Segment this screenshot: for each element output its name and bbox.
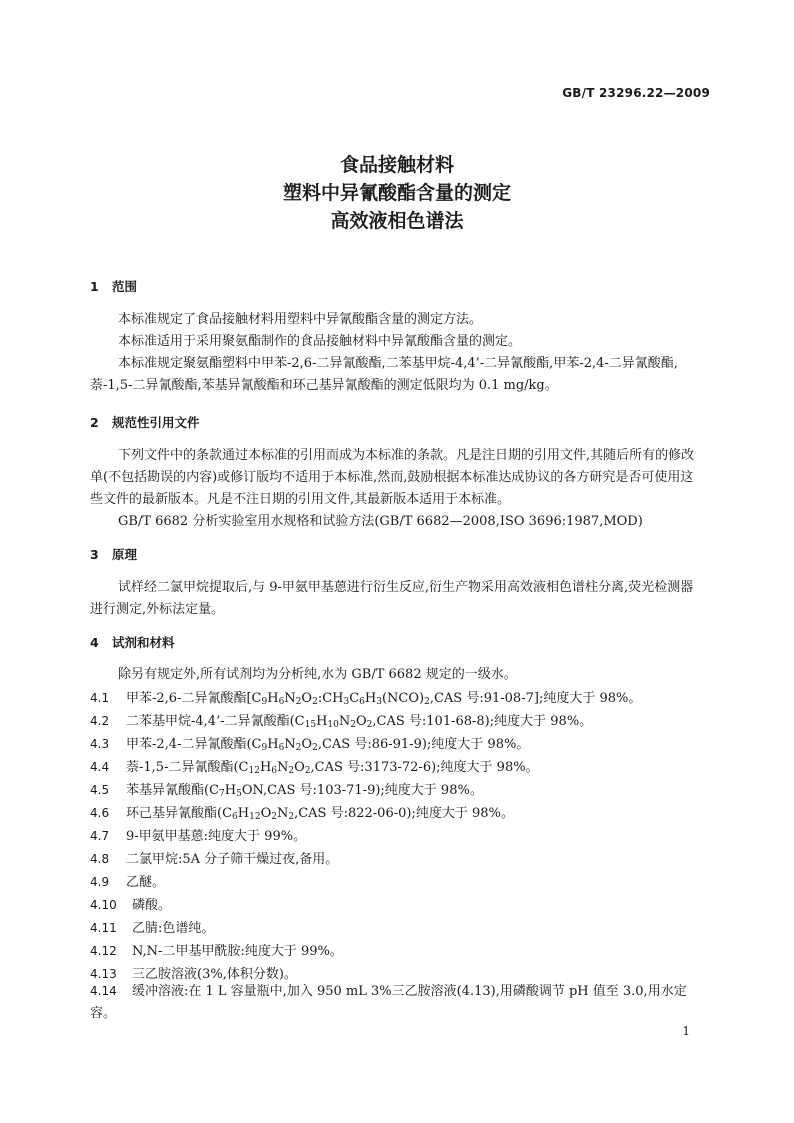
item-text: O — [355, 714, 367, 729]
item-number: 4.13 — [90, 967, 117, 981]
item-number: 4.14 — [90, 984, 117, 998]
item-text: ON,CAS 号:103-71-9);纯度大于 98%。 — [241, 783, 483, 798]
item-text: O — [301, 737, 313, 752]
item-text: 苯基异氰酸酯(C — [126, 783, 220, 798]
paragraph: 试样经二氯甲烷提取后,与 9-甲氨甲基蒽进行衍生反应,衍生产物采用高效液相色谱柱分离,荧光检测器进行测定,外标法定量。 — [90, 580, 694, 617]
title-line-1: 食品接触材料 — [339, 154, 454, 176]
item-text: O — [294, 760, 305, 775]
subscript: 12 — [249, 812, 261, 822]
list-item — [90, 871, 165, 890]
item-number: 4.12 — [90, 944, 117, 958]
item-text: 二氯甲烷:5A 分子筛干燥过夜,备用。 — [126, 852, 339, 867]
title-line-3: 高效液相色谱法 — [330, 210, 464, 232]
list-item — [90, 710, 592, 729]
document-title — [0, 151, 794, 235]
item-text: N,N-二甲基甲酰胺:纯度大于 99%。 — [132, 944, 343, 959]
item-text: ,CAS 号:3173-72-6);纯度大于 98%。 — [310, 760, 539, 775]
item-number: 4.5 — [90, 783, 110, 797]
item-text: 乙醚。 — [126, 875, 166, 890]
subscript: 2 — [304, 766, 311, 776]
subscript: 2 — [295, 697, 302, 707]
item-number: 4.4 — [90, 760, 110, 774]
section-number: 3 — [90, 547, 99, 562]
subscript: 15 — [304, 720, 317, 730]
subscript: 12 — [248, 766, 260, 776]
list-item — [90, 687, 641, 706]
list-item — [90, 940, 343, 959]
subscript: 2 — [312, 743, 318, 753]
item-text: 甲苯-2,4-二异氰酸酯(C — [126, 737, 262, 752]
list-item — [90, 802, 514, 821]
subscript: 2 — [350, 720, 356, 730]
subscript: 2 — [288, 766, 295, 776]
item-text: H — [259, 760, 272, 775]
item-text: (NCO) — [381, 691, 425, 706]
list-item — [90, 756, 539, 775]
subscript: 2 — [288, 812, 295, 822]
item-text: :CH — [317, 691, 344, 706]
item-number: 4.8 — [90, 852, 110, 866]
subscript: 3 — [343, 697, 350, 707]
item-text: N — [277, 760, 289, 775]
subscript: 6 — [278, 743, 285, 753]
item-text: H — [364, 691, 377, 706]
list-item — [90, 733, 529, 752]
item-text: N — [276, 806, 289, 821]
paragraph: 本标准适用于采用聚氨酯制作的食品接触材料中异氰酸酯含量的测定。 — [118, 334, 522, 349]
item-text: 环己基异氰酸酯(C — [126, 806, 233, 821]
item-text: 三乙胺溶液(3%,体积分数)。 — [132, 967, 297, 982]
section-title: 试剂和材料 — [112, 635, 175, 650]
item-text: ,CAS 号:86-91-9);纯度大于 98%。 — [317, 737, 530, 752]
item-text: 二苯基甲烷-4,4’-二异氰酸酯(C — [126, 714, 305, 729]
item-number: 4.9 — [90, 875, 110, 889]
item-text: ,CAS 号:91-08-7];纯度大于 98%。 — [429, 691, 642, 706]
item-text: N — [284, 691, 296, 706]
item-text: H — [224, 783, 237, 798]
item-text: C — [349, 691, 360, 706]
item-text: 缓冲溶液:在 1 L 容量瓶中,加入 950 mL 3%三乙胺溶液(4.13),用磷酸调节 pH 值至 3.0,用水定容。 — [90, 984, 687, 1021]
page-number: 1 — [682, 1024, 690, 1038]
subscript: 10 — [327, 720, 339, 730]
list-item — [90, 980, 706, 1025]
paragraph: 除另有规定外,所有试剂均为分析纯,水为 GB/T 6682 规定的一级水。 — [118, 667, 517, 682]
subscript: 9 — [261, 697, 268, 707]
subscript: 2 — [295, 743, 302, 753]
item-text: H — [237, 806, 250, 821]
subscript: 2 — [424, 697, 430, 707]
standard-number: GB/T 23296.22—2009 — [562, 86, 710, 100]
subscript: 9 — [261, 743, 268, 753]
section-number: 4 — [90, 635, 99, 650]
item-text: 乙腈:色谱纯。 — [132, 921, 215, 936]
subscript: 6 — [278, 697, 285, 707]
list-item — [90, 779, 483, 798]
item-text: ,CAS 号:101-68-8);纯度大于 98%。 — [372, 714, 593, 729]
list-item — [90, 848, 338, 867]
item-text: N — [338, 714, 351, 729]
subscript: 7 — [219, 789, 225, 799]
paragraph: 本标准规定聚氨酯塑料中甲苯-2,6-二异氰酸酯,二苯基甲烷-4,4’-二异氰酸酯,甲苯-2,4-二异氰酸酯,萘-1,5-二异氰酸酯,苯基异氰酸酯和环己基异氰酸酯的测定低限均为 0.1 mg/kg。 — [90, 356, 678, 393]
subscript: 6 — [271, 766, 278, 776]
item-number: 4.10 — [90, 898, 117, 912]
item-number: 4.11 — [90, 921, 117, 935]
subscript: 6 — [359, 697, 365, 707]
item-number: 4.3 — [90, 737, 110, 751]
title-line-2: 塑料中异氰酸酯含量的测定 — [282, 182, 511, 204]
subscript: 6 — [232, 812, 238, 822]
reference-entry: GB/T 6682 分析实验室用水规格和试验方法(GB/T 6682—2008,ISO 3696:1987,MOD) — [118, 514, 643, 529]
item-number: 4.6 — [90, 806, 110, 820]
item-number: 4.7 — [90, 829, 110, 843]
item-text: H — [316, 714, 328, 729]
section-heading-principle — [90, 545, 137, 563]
item-text: 萘-1,5-二异氰酸酯(C — [126, 760, 249, 775]
item-text: H — [267, 737, 279, 752]
section-heading-scope — [90, 277, 137, 295]
section-number: 2 — [90, 415, 99, 430]
item-text: ,CAS 号:822-06-0);纯度大于 98%。 — [294, 806, 514, 821]
list-item — [90, 825, 306, 844]
item-text: O — [260, 806, 272, 821]
subscript: 2 — [271, 812, 277, 822]
section-heading-reagents — [90, 633, 175, 651]
section-title: 范围 — [112, 279, 138, 294]
paragraph: 本标准规定了食品接触材料用塑料中异氰酸酯含量的测定方法。 — [118, 312, 483, 327]
subscript: 3 — [376, 697, 382, 707]
subscript: 2 — [312, 697, 318, 707]
paragraph: 下列文件中的条款通过本标准的引用而成为本标准的条款。凡是注日期的引用文件,其随后所有的修改单(不包括勘误的内容)或修订版均不适用于本标准,然而,鼓励根据本标准达成协议的各方研究是否可使用这些文件的最新版本。凡是不注日期的引用文件,其最新版本适用于本标准。 — [90, 448, 695, 507]
item-text: O — [301, 691, 313, 706]
item-number: 4.2 — [90, 714, 110, 728]
subscript: 5 — [236, 789, 242, 799]
item-text: N — [284, 737, 296, 752]
section-heading-normative-references — [90, 413, 200, 431]
item-text: 甲苯-2,6-二异氰酸酯[C — [126, 691, 262, 706]
item-text: H — [267, 691, 279, 706]
list-item — [90, 894, 171, 913]
subscript: 2 — [366, 720, 373, 730]
item-number: 4.1 — [90, 691, 110, 705]
section-number: 1 — [90, 279, 99, 294]
list-item — [90, 917, 214, 936]
section-title: 原理 — [112, 547, 138, 562]
item-text: 9-甲氨甲基蒽:纯度大于 99%。 — [126, 829, 307, 844]
section-title: 规范性引用文件 — [112, 415, 200, 430]
item-text: 磷酸。 — [132, 898, 172, 913]
